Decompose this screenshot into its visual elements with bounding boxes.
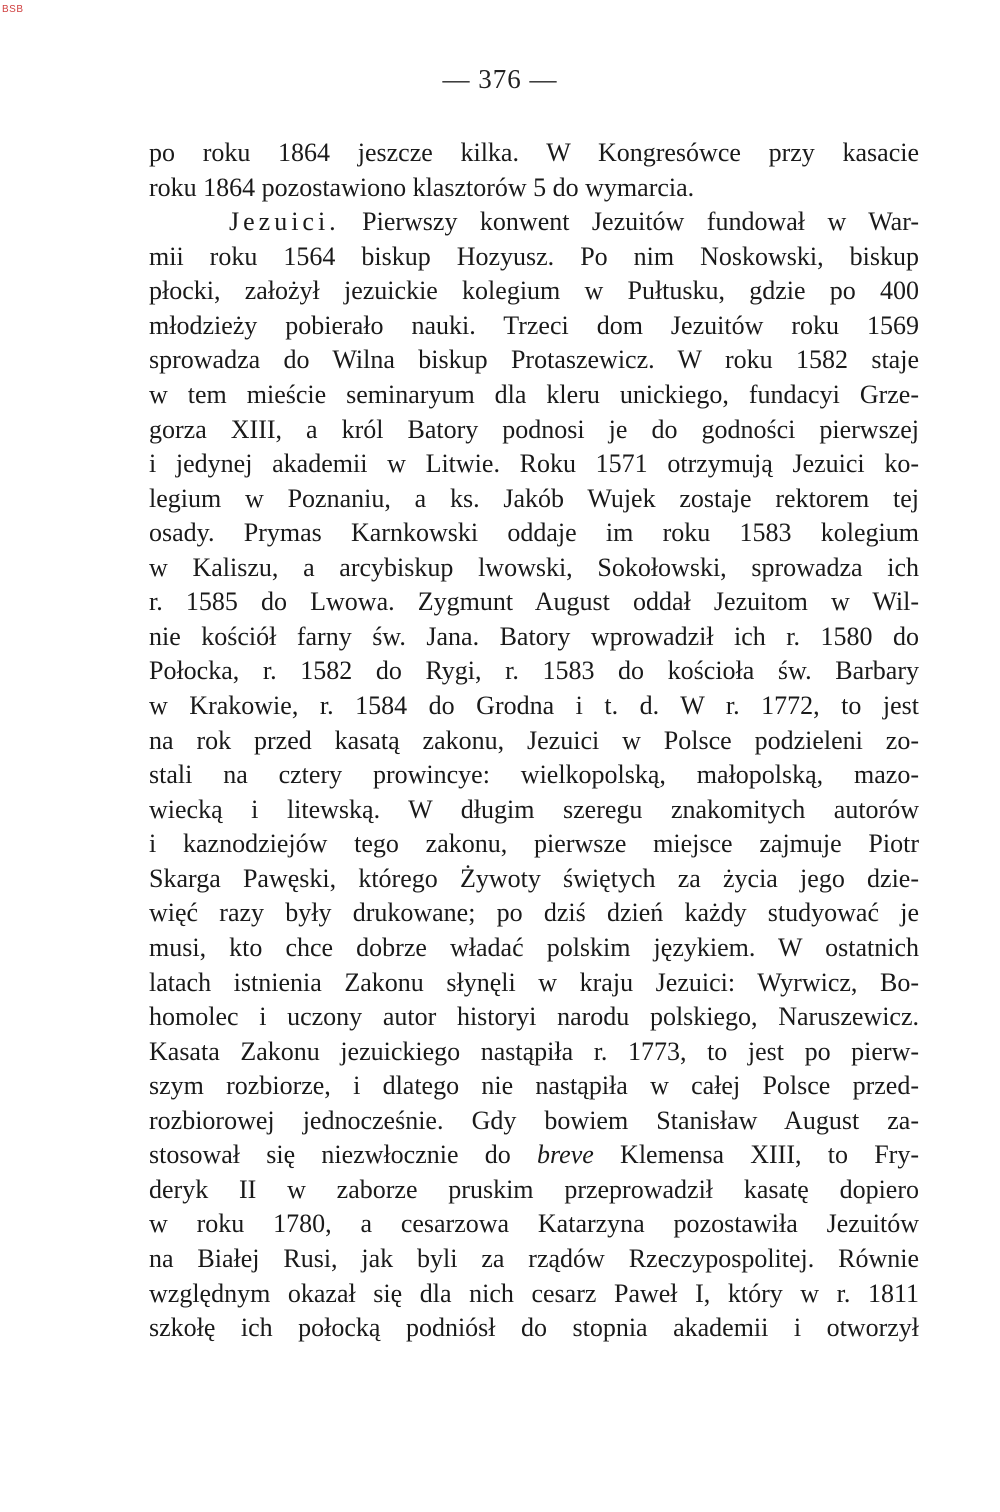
text-line: gorza XIII, a król Batory podnosi je do godności pierwszej bbox=[149, 414, 919, 444]
text-line: sprowadza do Wilna biskup Protaszewicz. W roku 1582 staje bbox=[149, 345, 919, 375]
text-line: nie kościół farny św. Jana. Batory wprowadził ich r. 1580 do bbox=[149, 621, 919, 651]
text-line: legium w Poznaniu, a ks. Jakób Wujek zostaje rektorem tej bbox=[149, 483, 919, 513]
text-line bbox=[149, 1138, 919, 1173]
text-line: w Krakowie, r. 1584 do Grodna i t. d. W r. 1772, to jest bbox=[149, 691, 919, 720]
text-line: stali na cztery prowincye: wielkopolską, małopolską, mazo- bbox=[149, 760, 919, 790]
text-line bbox=[149, 205, 919, 240]
section-lead-word: Jezuici. bbox=[229, 207, 340, 237]
text-line: w roku 1780, a cesarzowa Katarzyna pozostawiła Jezuitów bbox=[149, 1209, 919, 1239]
text-fragment: Klemensa XIII, to Fry- bbox=[593, 1140, 919, 1170]
text-line: szkołę ich połocką podniósł do stopnia akademii i otworzył bbox=[149, 1313, 919, 1343]
text-line: wiecką i litewską. W długim szeregu znakomitych autorów bbox=[149, 794, 919, 824]
text-line: latach istnienia Zakonu słynęli w kraju Jezuici: Wyrwicz, Bo- bbox=[149, 967, 919, 997]
text-line: po roku 1864 jeszcze kilka. W Kongresówce przy kasacie bbox=[149, 138, 919, 167]
text-line: w tem mieście seminaryum dla kleru unickiego, fundacyi Grze- bbox=[149, 379, 919, 409]
text-fragment: Pierwszy konwent Jezuitów fundował w War- bbox=[339, 207, 919, 237]
text-fragment: stosował się niezwłocznie do bbox=[149, 1140, 538, 1170]
text-line: mii roku 1564 biskup Hozyusz. Po nim Noskowski, biskup bbox=[149, 241, 919, 271]
text-line: i kaznodziejów tego zakonu, pierwsze miejsce zajmuje Piotr bbox=[149, 829, 919, 859]
text-line: roku 1864 pozostawiono klasztorów 5 do wymarcia. bbox=[149, 172, 695, 202]
italic-term: breve bbox=[537, 1140, 594, 1170]
text-line: Skarga Pawęski, którego Żywoty świętych za życia jego dzie- bbox=[149, 863, 919, 893]
text-line: więć razy były drukowane; po dziś dzień każdy studyować je bbox=[149, 898, 919, 928]
text-line: rozbiorowej jednocześnie. Gdy bowiem Stanisław August za- bbox=[149, 1105, 919, 1135]
page-number: — 376 — bbox=[442, 64, 558, 94]
text-line: Kasata Zakonu jezuickiego nastąpiła r. 1773, to jest po pierw- bbox=[149, 1036, 919, 1066]
text-line: na rok przed kasatą zakonu, Jezuici w Polsce podzieleni zo- bbox=[149, 725, 919, 755]
text-line: płocki, założył jezuickie kolegium w Pułtusku, gdzie po 400 bbox=[149, 276, 919, 306]
text-line: musi, kto chce dobrze władać polskim językiem. W ostatnich bbox=[149, 932, 919, 962]
text-line: r. 1585 do Lwowa. Zygmunt August oddał Jezuitom w Wil- bbox=[149, 587, 919, 617]
text-line: homolec i uczony autor historyi narodu polskiego, Naruszewicz. bbox=[149, 1002, 919, 1032]
text-line: i jedynej akademii w Litwie. Roku 1571 otrzymują Jezuici ko- bbox=[149, 449, 919, 479]
text-line: na Białej Rusi, jak byli za rządów Rzeczypospolitej. Równie bbox=[149, 1244, 919, 1273]
text-line: Połocka, r. 1582 do Rygi, r. 1583 do kościoła św. Barbary bbox=[149, 656, 919, 686]
text-line: osady. Prymas Karnkowski oddaje im roku 1583 kolegium bbox=[149, 518, 919, 548]
text-line: młodzieży pobierało nauki. Trzeci dom Jezuitów roku 1569 bbox=[149, 310, 919, 340]
text-line: względnym okazał się dla nich cesarz Paweł I, który w r. 1811 bbox=[149, 1278, 919, 1308]
text-line: szym rozbiorze, i dlatego nie nastąpiła w całej Polsce przed- bbox=[149, 1071, 919, 1101]
text-line: deryk II w zaborze pruskim przeprowadził kasatę dopiero bbox=[149, 1174, 919, 1204]
library-watermark: BSB bbox=[2, 4, 24, 15]
text-line: w Kaliszu, a arcybiskup lwowski, Sokołowski, sprowadza ich bbox=[149, 552, 919, 582]
body-text bbox=[149, 136, 919, 1346]
